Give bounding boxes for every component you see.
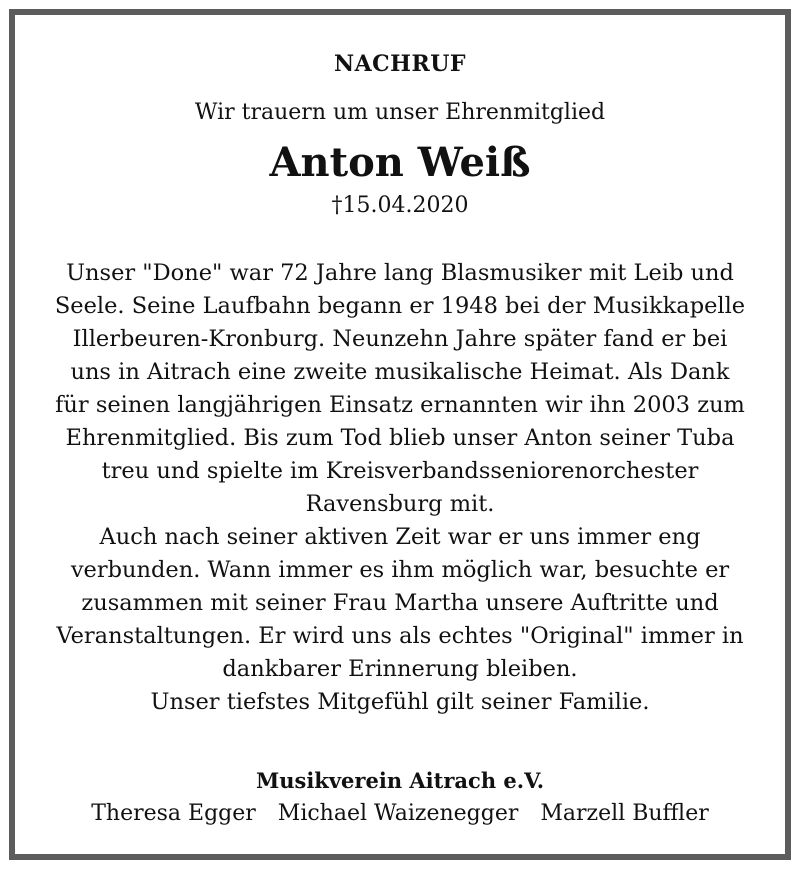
obituary-heading: NACHRUF [333,51,467,77]
body-line: Ravensburg mit. [305,491,495,517]
signer-name: Theresa Egger [91,801,256,826]
body-line: für seinen langjährigen Einsatz ernannten wir ihn 2003 zum [55,392,745,418]
death-date: †15.04.2020 [331,193,469,218]
body-line: Auch nach seiner aktiven Zeit war er uns immer eng [99,524,701,550]
body-line: zusammen mit seiner Frau Martha unsere Auftritte und [81,590,719,616]
body-line: verbunden. Wann immer es ihm möglich war, besuchte er [70,557,730,583]
body-line: uns in Aitrach eine zweite musikalische Heimat. Als Dank [70,359,730,385]
intro-line: Wir trauern um unser Ehrenmitglied [194,100,606,125]
body-line: Unser tiefstes Mitgefühl gilt seiner Familie. [150,689,650,715]
body-line: Ehrenmitglied. Bis zum Tod blieb unser Anton seiner Tuba [65,425,735,451]
signer-name: Michael Waizenegger [277,801,519,826]
deceased-name: Anton Weiß [269,139,531,186]
club-name: Musikverein Aitrach e.V. [255,768,545,793]
obituary-content [15,15,785,854]
body-line: dankbarer Erinnerung bleiben. [222,656,578,682]
obituary-body [35,257,765,719]
body-line: Illerbeuren-Kronburg. Neunzehn Jahre später fand er bei [72,326,728,352]
body-line: treu und spielte im Kreisverbandsseniorenorchester [101,458,699,484]
body-line: Seele. Seine Laufbahn begann er 1948 bei der Musikkapelle [54,293,746,319]
signers-row [15,801,785,826]
obituary-frame [9,9,791,860]
body-line: Unser "Done" war 72 Jahre lang Blasmusiker mit Leib und [66,260,734,286]
body-line: Veranstaltungen. Er wird uns als echtes "Original" immer in [56,623,744,649]
signer-name: Marzell Buffler [540,801,709,826]
